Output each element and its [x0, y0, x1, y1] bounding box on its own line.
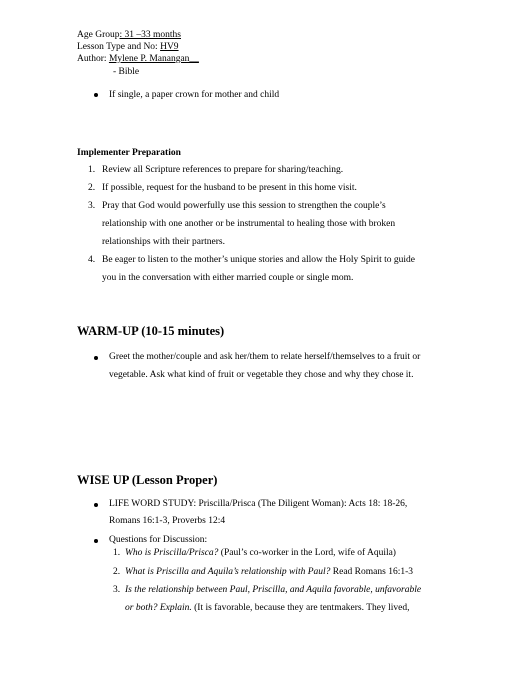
- age-group-line: [77, 29, 181, 41]
- bullet-icon: [94, 356, 98, 360]
- bullet-icon: [94, 503, 98, 507]
- question-item-continuation: [125, 602, 409, 614]
- questions-label: Questions for Discussion:: [109, 535, 208, 545]
- author-value: Mylene P. Manangan__: [108, 54, 199, 64]
- list-number: 1.: [88, 165, 96, 175]
- author-line: [77, 53, 199, 65]
- word-study-text: LIFE WORD STUDY: Priscilla/Prisca (The Diligent Woman): Acts 18: 18-26,: [109, 499, 408, 509]
- implementer-heading: Implementer Preparation: [77, 148, 181, 158]
- list-item-continuation: relationships with their partners.: [102, 237, 225, 247]
- list-item: If possible, request for the husband to be present in this home visit.: [102, 183, 357, 193]
- list-item: Review all Scripture references to prepare for sharing/teaching.: [102, 165, 344, 175]
- question-answer: Read Romans 16:1-3: [330, 567, 413, 577]
- materials-bullet-item: If single, a paper crown for mother and child: [109, 90, 280, 100]
- list-item-continuation: relationship with one another or be instrumental to healing those with broken: [102, 219, 396, 229]
- age-group-value: : 31 –33 months: [119, 30, 181, 40]
- lesson-type-value: HV9: [160, 42, 179, 52]
- bullet-icon: [94, 93, 98, 97]
- author-label: Author:: [77, 54, 109, 64]
- bullet-icon: [94, 539, 98, 543]
- question-number: 2.: [113, 567, 121, 577]
- question-text: What is Priscilla and Aquila’s relationship with Paul?: [125, 567, 331, 577]
- age-group-label: Age Group: [77, 30, 120, 40]
- question-number: 1.: [113, 548, 121, 558]
- warmup-text: Greet the mother/couple and ask her/them to relate herself/themselves to a fruit or: [109, 352, 421, 362]
- warmup-heading: WARM-UP (10-15 minutes): [77, 324, 225, 338]
- list-item: Pray that God would powerfully use this session to strengthen the couple’s: [102, 201, 386, 211]
- question-number: 3.: [113, 585, 121, 595]
- lesson-type-line: [77, 41, 179, 53]
- question-text: or both? Explain.: [125, 603, 192, 613]
- question-answer: (It is favorable, because they are tentmakers. They lived,: [191, 603, 410, 613]
- list-number: 2.: [88, 183, 96, 193]
- word-study-text-continuation: Romans 16:1-3, Proverbs 12:4: [109, 516, 226, 526]
- warmup-text-continuation: vegetable. Ask what kind of fruit or vegetable they chose and why they chose it.: [109, 370, 414, 380]
- list-number: 3.: [88, 201, 96, 211]
- question-item: [125, 547, 396, 559]
- question-answer: (Paul’s co-worker in the Lord, wife of Aquila): [218, 548, 396, 558]
- list-number: 4.: [88, 255, 96, 265]
- question-text: Who is Priscilla/Prisca?: [125, 548, 219, 558]
- question-text: Is the relationship between Paul, Priscilla, and Aquila favorable, unfavorable: [125, 585, 422, 595]
- wiseup-heading: WISE UP (Lesson Proper): [77, 473, 218, 487]
- question-item: [125, 566, 413, 578]
- materials-dash-item: - Bible: [113, 67, 140, 77]
- list-item: Be eager to listen to the mother’s unique stories and allow the Holy Spirit to guide: [102, 255, 416, 265]
- list-item-continuation: you in the conversation with either married couple or single mom.: [102, 273, 354, 283]
- lesson-type-label: Lesson Type and No:: [77, 42, 161, 52]
